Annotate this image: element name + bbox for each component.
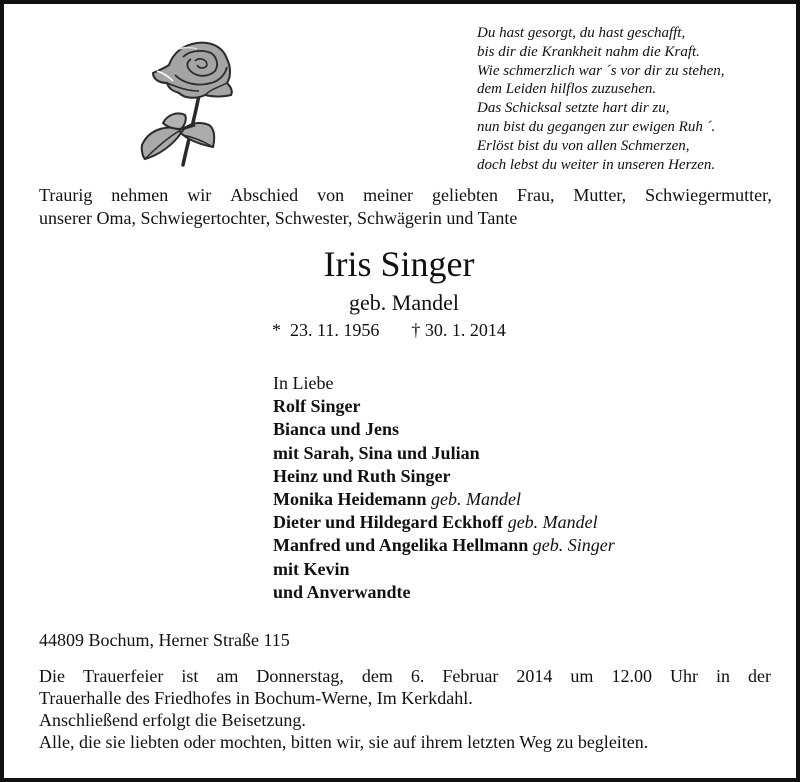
deceased-birth-name: geb. Mandel (349, 290, 459, 315)
family-member (273, 511, 615, 534)
poem-line: Du hast gesorgt, du hast geschafft, (477, 25, 686, 41)
family-member (273, 488, 615, 511)
poem-line: Das Schicksal setzte hart dir zu, (477, 100, 670, 117)
funeral-word: Februar (442, 666, 499, 686)
family-heading: In Liebe (273, 373, 334, 393)
member-name: Heinz und Ruth Singer (273, 465, 451, 486)
funeral-word: um (570, 666, 594, 686)
funeral-word: 6. (410, 666, 425, 686)
poem-line: Wie schmerzlich war ´s vor dir zu stehen, (477, 62, 725, 79)
rose-icon (139, 37, 249, 169)
member-name: Rolf Singer (273, 396, 361, 417)
poem-line: bis dir die Krankheit nahm die Kraft. (477, 43, 700, 60)
poem-line: nun bist du gegangen zur ewigen Ruh ´. (477, 118, 716, 135)
funeral-word: am (216, 666, 239, 686)
funeral-line-4: Alle, die sie liebten oder mochten, bitten wir, sie auf ihrem letzten Weg zu begleiten. (39, 732, 649, 752)
intro-word: Frau, (516, 185, 555, 205)
poem-line: Erlöst bist du von allen Schmerzen, (477, 137, 690, 154)
intro-word: von (317, 185, 345, 205)
funeral-word: 2014 (516, 666, 553, 686)
funeral-word: Donnerstag, (256, 666, 344, 686)
member-name: mit Kevin (273, 558, 350, 579)
intro-word: Abschied (230, 185, 299, 205)
family-member (273, 465, 615, 488)
funeral-word: ist (181, 666, 199, 686)
member-birth-name: geb. Singer (532, 535, 615, 556)
funeral-word: der (748, 666, 771, 686)
intro-word: Traurig (39, 185, 93, 205)
funeral-line-3: Anschließend erfolgt die Beisetzung. (39, 710, 306, 730)
member-name: Monika Heidemann (273, 489, 427, 510)
funeral-word: Die (39, 666, 65, 686)
intro-text (39, 184, 772, 230)
funeral-info (39, 665, 771, 753)
funeral-line-1 (39, 665, 771, 687)
intro-word: wir (187, 185, 212, 205)
intro-line-1 (39, 184, 772, 207)
funeral-word: dem (361, 666, 393, 686)
funeral-word: 12.00 (611, 666, 652, 686)
intro-word: nehmen (111, 185, 169, 205)
funeral-word: Trauerfeier (83, 666, 164, 686)
deceased-name (4, 244, 800, 284)
member-name: mit Sarah, Sina und Julian (273, 442, 480, 463)
funeral-line-2: Trauerhalle des Friedhofes in Bochum-Werne, Im Kerkdahl. (39, 688, 473, 708)
poem-line: dem Leiden hilflos zuzusehen. (477, 81, 657, 98)
intro-word: Schwiegermutter, (645, 185, 772, 205)
family-member (273, 558, 615, 581)
family-member (273, 418, 615, 441)
funeral-word: Uhr (669, 666, 698, 686)
intro-word: Mutter, (573, 185, 627, 205)
family-member (273, 581, 615, 604)
intro-word: meiner (363, 185, 414, 205)
poem (477, 24, 777, 174)
member-birth-name: geb. Mandel (507, 512, 598, 533)
intro-line-2: unserer Oma, Schwiegertochter, Schwester, Schwägerin und Tante (39, 208, 518, 228)
funeral-word: in (715, 666, 730, 686)
member-name: und Anverwandte (273, 581, 411, 602)
address: 44809 Bochum, Herner Straße 115 (39, 630, 290, 650)
member-birth-name: geb. Mandel (431, 489, 522, 510)
intro-word: geliebten (432, 185, 498, 205)
family-member (273, 395, 615, 418)
family-member (273, 442, 615, 465)
family-list (273, 372, 615, 604)
birth-date: * 23. 11. 1956 (272, 320, 380, 340)
member-name: Manfred und Angelika Hellmann (273, 535, 529, 556)
member-name: Bianca und Jens (273, 419, 400, 440)
poem-line: doch lebst du weiter in unseren Herzen. (477, 156, 716, 173)
death-date: † 30. 1. 2014 (411, 320, 506, 340)
deceased-name-text: Iris Singer (323, 244, 475, 284)
family-member (273, 534, 615, 557)
life-dates (272, 319, 506, 341)
member-name: Dieter und Hildegard Eckhoff (273, 512, 504, 533)
